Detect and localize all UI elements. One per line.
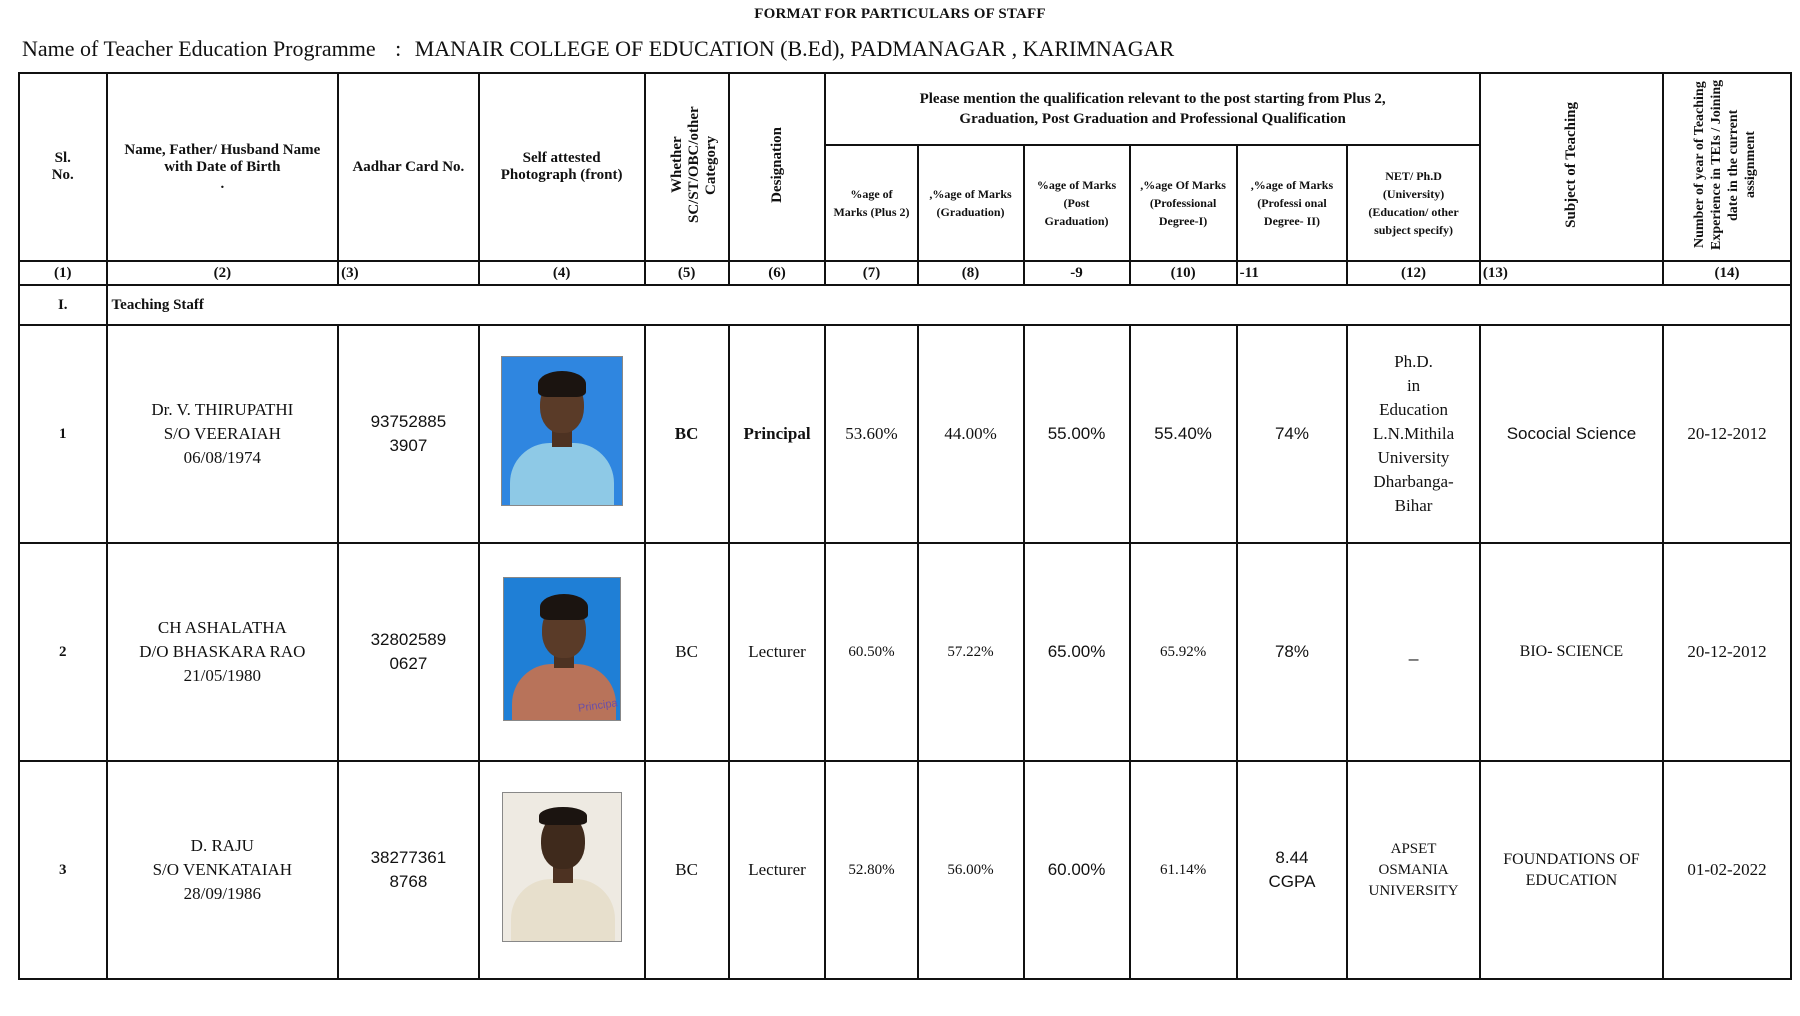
net-phd-cell: _: [1347, 543, 1480, 761]
plus2-marks-cell: 53.60%: [825, 325, 917, 543]
plus2-marks-cell: 52.80%: [825, 761, 917, 979]
header-aadhar: Aadhar Card No.: [338, 73, 479, 261]
joining-date-cell: 20-12-2012: [1663, 543, 1791, 761]
col-num: (3): [338, 261, 479, 285]
section-label: Teaching Staff: [107, 285, 1791, 325]
table-row: [19, 543, 1791, 761]
table-row: [19, 761, 1791, 979]
prof-degree-2-cell: 74%: [1237, 325, 1348, 543]
prof-degree-1-cell: 55.40%: [1130, 325, 1237, 543]
sl-number: 2: [19, 543, 107, 761]
programme-separator: :: [395, 36, 402, 61]
subject-cell: Sococial Science: [1480, 325, 1663, 543]
subject-cell: BIO- SCIENCE: [1480, 543, 1663, 761]
photo-cell: [479, 761, 645, 979]
section-number: I.: [19, 285, 107, 325]
header-net-phd: NET/ Ph.D (University) (Education/ other subject specify): [1347, 145, 1480, 261]
header-qualification-group: Please mention the qualification relevant to the post starting from Plus 2, Graduation, Post Graduation and Professional Qualification: [825, 73, 1479, 145]
aadhar-cell: 93752885 3907: [338, 325, 479, 543]
header-photo: Self attested Photograph (front): [479, 73, 645, 261]
prof-degree-1-cell: 61.14%: [1130, 761, 1237, 979]
designation-cell: Lecturer: [729, 543, 826, 761]
col-num: (6): [729, 261, 826, 285]
col-num: -11: [1237, 261, 1348, 285]
category-cell: BC: [645, 761, 729, 979]
post-graduation-marks-cell: 55.00%: [1024, 325, 1130, 543]
section-row: [19, 285, 1791, 325]
header-plus2-marks: %age of Marks (Plus 2): [825, 145, 917, 261]
post-graduation-marks-cell: 60.00%: [1024, 761, 1130, 979]
table-row: [19, 325, 1791, 543]
header-sl-no: Sl. No.: [19, 73, 107, 261]
designation-cell: Principal: [729, 325, 826, 543]
col-num: (12): [1347, 261, 1480, 285]
col-num: (5): [645, 261, 729, 285]
staff-name-cell: CH ASHALATHA D/O BHASKARA RAO 21/05/1980: [107, 543, 339, 761]
graduation-marks-cell: 44.00%: [918, 325, 1024, 543]
header-designation: Designation: [729, 73, 826, 261]
female-portrait-photo: [503, 577, 621, 721]
col-num: (14): [1663, 261, 1791, 285]
col-num: (7): [825, 261, 917, 285]
category-cell: BC: [645, 543, 729, 761]
aadhar-cell: 38277361 8768: [338, 761, 479, 979]
col-num: (2): [107, 261, 339, 285]
header-prof-degree-2-marks: ,%age of Marks (Professi onal Degree- II): [1237, 145, 1348, 261]
header-name: Name, Father/ Husband Name with Date of Birth .: [107, 73, 339, 261]
col-num: (4): [479, 261, 645, 285]
stamp-text: Principa: [577, 696, 619, 715]
joining-date-cell: 01-02-2022: [1663, 761, 1791, 979]
net-phd-cell: APSET OSMANIA UNIVERSITY: [1347, 761, 1480, 979]
col-num: (10): [1130, 261, 1237, 285]
col-num: (8): [918, 261, 1024, 285]
programme-line: [22, 36, 1174, 62]
header-prof-degree-1-marks: ,%age Of Marks (Professional Degree-I): [1130, 145, 1237, 261]
header-subject: Subject of Teaching: [1480, 73, 1663, 261]
prof-degree-1-cell: 65.92%: [1130, 543, 1237, 761]
header-post-graduation-marks: %age of Marks (Post Graduation): [1024, 145, 1130, 261]
col-num: -9: [1024, 261, 1130, 285]
staff-name-cell: Dr. V. THIRUPATHI S/O VEERAIAH 06/08/1974: [107, 325, 339, 543]
staff-table: [18, 72, 1792, 980]
header-experience: Number of year of Teaching Experience in TEIs / Joining date in the current assignment: [1663, 73, 1791, 261]
col-num: (13): [1480, 261, 1663, 285]
programme-value: MANAIR COLLEGE OF EDUCATION (B.Ed), PADMANAGAR , KARIMNAGAR: [414, 36, 1175, 61]
header-graduation-marks: ,%age of Marks (Graduation): [918, 145, 1024, 261]
post-graduation-marks-cell: 65.00%: [1024, 543, 1130, 761]
photo-cell: [479, 543, 645, 761]
male-portrait-photo: [501, 356, 623, 506]
programme-label: Name of Teacher Education Programme: [22, 36, 376, 61]
subject-cell: FOUNDATIONS OF EDUCATION: [1480, 761, 1663, 979]
category-cell: BC: [645, 325, 729, 543]
column-number-row: [19, 261, 1791, 285]
graduation-marks-cell: 56.00%: [918, 761, 1024, 979]
document-title: FORMAT FOR PARTICULARS OF STAFF: [754, 6, 1046, 22]
male-portrait-photo: [502, 792, 622, 942]
photo-cell: [479, 325, 645, 543]
designation-cell: Lecturer: [729, 761, 826, 979]
staff-name-cell: D. RAJU S/O VENKATAIAH 28/09/1986: [107, 761, 339, 979]
plus2-marks-cell: 60.50%: [825, 543, 917, 761]
net-phd-cell: Ph.D. in Education L.N.Mithila University Dharbanga- Bihar: [1347, 325, 1480, 543]
col-num: (1): [19, 261, 107, 285]
sl-number: 3: [19, 761, 107, 979]
joining-date-cell: 20-12-2012: [1663, 325, 1791, 543]
prof-degree-2-cell: 8.44 CGPA: [1237, 761, 1348, 979]
sl-number: 1: [19, 325, 107, 543]
header-category: Whether SC/ST/OBC/other Category: [645, 73, 729, 261]
graduation-marks-cell: 57.22%: [918, 543, 1024, 761]
aadhar-cell: 32802589 0627: [338, 543, 479, 761]
prof-degree-2-cell: 78%: [1237, 543, 1348, 761]
